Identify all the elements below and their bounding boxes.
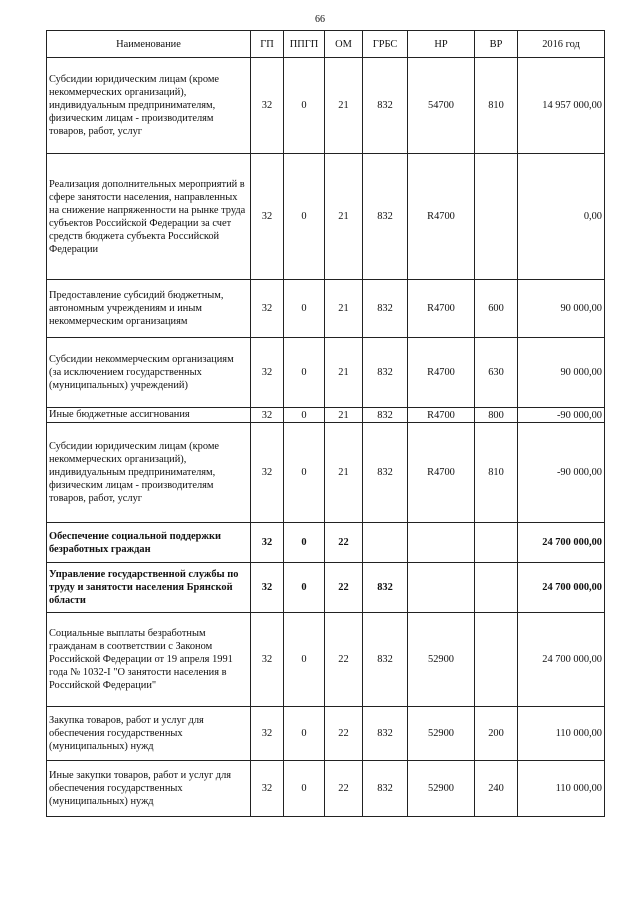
cell-gp: 32 xyxy=(251,523,284,563)
table-row xyxy=(47,523,605,563)
table-row xyxy=(47,563,605,613)
cell-amount: 90 000,00 xyxy=(518,338,605,408)
cell-nr: R4700 xyxy=(408,280,475,338)
cell-name: Субсидии юридическим лицам (кроме некоммерческих организаций), индивидуальным предпринимателям, физическим лицам - производителям товаров, работ, услуг xyxy=(47,423,251,523)
cell-nr: 52900 xyxy=(408,761,475,817)
cell-grbs: 832 xyxy=(363,423,408,523)
cell-gp: 32 xyxy=(251,408,284,423)
cell-om: 22 xyxy=(325,761,363,817)
cell-amount: -90 000,00 xyxy=(518,408,605,423)
cell-ppgp: 0 xyxy=(284,154,325,280)
cell-vr xyxy=(475,613,518,707)
budget-table xyxy=(46,30,605,817)
cell-ppgp: 0 xyxy=(284,707,325,761)
cell-gp: 32 xyxy=(251,613,284,707)
table-row xyxy=(47,338,605,408)
cell-grbs: 832 xyxy=(363,761,408,817)
cell-nr xyxy=(408,523,475,563)
cell-name: Закупка товаров, работ и услуг для обеспечения государственных (муниципальных) нужд xyxy=(47,707,251,761)
cell-ppgp: 0 xyxy=(284,563,325,613)
header-gp: ГП xyxy=(251,31,284,58)
cell-name: Управление государственной службы по труду и занятости населения Брянской области xyxy=(47,563,251,613)
cell-ppgp: 0 xyxy=(284,423,325,523)
cell-gp: 32 xyxy=(251,707,284,761)
cell-gp: 32 xyxy=(251,423,284,523)
cell-nr: R4700 xyxy=(408,338,475,408)
cell-vr xyxy=(475,154,518,280)
cell-vr: 800 xyxy=(475,408,518,423)
cell-vr: 200 xyxy=(475,707,518,761)
cell-amount: 0,00 xyxy=(518,154,605,280)
cell-nr: 54700 xyxy=(408,58,475,154)
table-row xyxy=(47,58,605,154)
cell-vr: 600 xyxy=(475,280,518,338)
cell-vr: 810 xyxy=(475,423,518,523)
cell-ppgp: 0 xyxy=(284,523,325,563)
cell-gp: 32 xyxy=(251,154,284,280)
cell-om: 21 xyxy=(325,338,363,408)
cell-gp: 32 xyxy=(251,338,284,408)
cell-name: Реализация дополнительных мероприятий в сфере занятости населения, направленных на снижение напряженности на рынке труда субъектов Российской Федерации за счет средств бюджета субъекта Российской Федерации xyxy=(47,154,251,280)
cell-amount: 110 000,00 xyxy=(518,761,605,817)
cell-ppgp: 0 xyxy=(284,613,325,707)
cell-om: 22 xyxy=(325,523,363,563)
cell-grbs: 832 xyxy=(363,613,408,707)
table-row xyxy=(47,707,605,761)
cell-nr: 52900 xyxy=(408,707,475,761)
cell-grbs: 832 xyxy=(363,154,408,280)
header-amount-2016: 2016 год xyxy=(518,31,605,58)
cell-grbs: 832 xyxy=(363,563,408,613)
header-ppgp: ППГП xyxy=(284,31,325,58)
cell-name: Иные бюджетные ассигнования xyxy=(47,408,251,423)
cell-vr: 240 xyxy=(475,761,518,817)
table-row xyxy=(47,761,605,817)
table-row xyxy=(47,613,605,707)
cell-ppgp: 0 xyxy=(284,280,325,338)
header-name: Наименование xyxy=(47,31,251,58)
cell-grbs: 832 xyxy=(363,707,408,761)
cell-om: 21 xyxy=(325,408,363,423)
cell-name: Предоставление субсидий бюджетным, автономным учреждениям и иным некоммерческим организациям xyxy=(47,280,251,338)
table-row xyxy=(47,423,605,523)
cell-om: 21 xyxy=(325,58,363,154)
cell-nr xyxy=(408,563,475,613)
cell-om: 21 xyxy=(325,423,363,523)
header-om: ОМ xyxy=(325,31,363,58)
cell-om: 22 xyxy=(325,563,363,613)
cell-vr: 630 xyxy=(475,338,518,408)
cell-name: Субсидии юридическим лицам (кроме некоммерческих организаций), индивидуальным предпринимателям, физическим лицам - производителям товаров, работ, услуг xyxy=(47,58,251,154)
cell-grbs: 832 xyxy=(363,58,408,154)
cell-vr xyxy=(475,523,518,563)
cell-nr: 52900 xyxy=(408,613,475,707)
cell-vr: 810 xyxy=(475,58,518,154)
cell-vr xyxy=(475,563,518,613)
cell-name: Обеспечение социальной поддержки безработных граждан xyxy=(47,523,251,563)
cell-nr: R4700 xyxy=(408,408,475,423)
cell-ppgp: 0 xyxy=(284,338,325,408)
cell-grbs: 832 xyxy=(363,338,408,408)
cell-ppgp: 0 xyxy=(284,761,325,817)
table-row xyxy=(47,154,605,280)
cell-nr: R4700 xyxy=(408,154,475,280)
table-header-row xyxy=(47,31,605,58)
table-row xyxy=(47,280,605,338)
cell-gp: 32 xyxy=(251,563,284,613)
cell-amount: 90 000,00 xyxy=(518,280,605,338)
cell-om: 21 xyxy=(325,280,363,338)
cell-name: Иные закупки товаров, работ и услуг для обеспечения государственных (муниципальных) нужд xyxy=(47,761,251,817)
cell-om: 22 xyxy=(325,613,363,707)
cell-name: Социальные выплаты безработным гражданам в соответствии с Законом Российской Федерации от 19 апреля 1991 года № 1032-I "О занятости населения в Российской Федерации" xyxy=(47,613,251,707)
cell-gp: 32 xyxy=(251,761,284,817)
cell-amount: -90 000,00 xyxy=(518,423,605,523)
page-number: 66 xyxy=(315,14,325,25)
cell-grbs xyxy=(363,523,408,563)
cell-nr: R4700 xyxy=(408,423,475,523)
cell-ppgp: 0 xyxy=(284,58,325,154)
cell-gp: 32 xyxy=(251,58,284,154)
cell-om: 21 xyxy=(325,154,363,280)
cell-grbs: 832 xyxy=(363,280,408,338)
header-nr: НР xyxy=(408,31,475,58)
header-vr: ВР xyxy=(475,31,518,58)
cell-amount: 110 000,00 xyxy=(518,707,605,761)
cell-amount: 14 957 000,00 xyxy=(518,58,605,154)
table-row xyxy=(47,408,605,423)
cell-amount: 24 700 000,00 xyxy=(518,613,605,707)
cell-amount: 24 700 000,00 xyxy=(518,523,605,563)
cell-gp: 32 xyxy=(251,280,284,338)
cell-om: 22 xyxy=(325,707,363,761)
cell-name: Субсидии некоммерческим организациям (за исключением государственных (муниципальных) учреждений) xyxy=(47,338,251,408)
cell-grbs: 832 xyxy=(363,408,408,423)
cell-ppgp: 0 xyxy=(284,408,325,423)
header-grbs: ГРБС xyxy=(363,31,408,58)
table-body xyxy=(47,58,605,817)
cell-amount: 24 700 000,00 xyxy=(518,563,605,613)
